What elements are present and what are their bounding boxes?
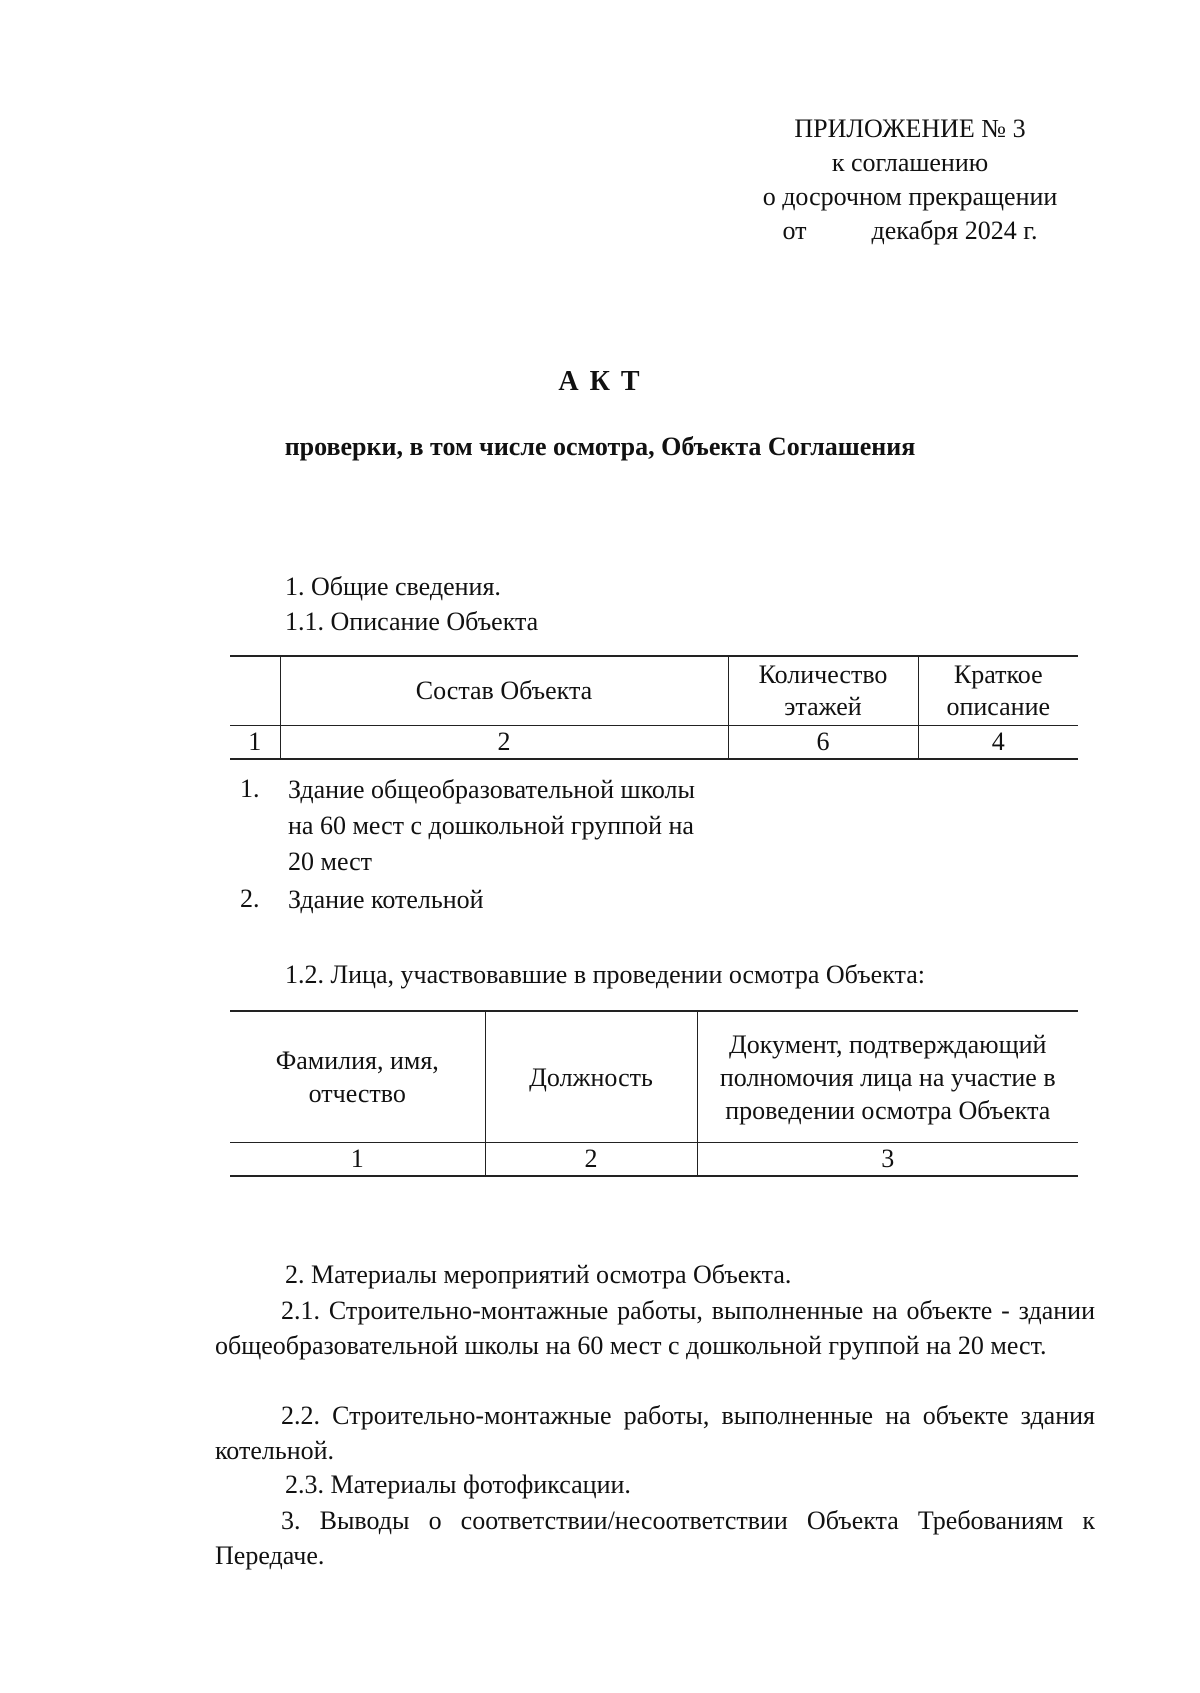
table-number-cell: 1 <box>230 726 280 760</box>
act-title: А К Т <box>558 366 642 397</box>
appendix-date: от декабря 2024 г. <box>782 216 1038 245</box>
table-number-row <box>230 1143 1078 1177</box>
table-header-cell: Должность <box>485 1011 697 1143</box>
list-item-number: 1. <box>240 774 260 803</box>
appendix-number: ПРИЛОЖЕНИЕ № 3 <box>794 114 1026 143</box>
table-header-cell: Количество этажей <box>728 656 918 726</box>
paragraph-2-2-text: 2.2. Строительно-монтажные работы, выполненные на объекте здания котельной. <box>215 1401 1095 1465</box>
table-header-cell: Краткое описание <box>918 656 1078 726</box>
section-1-2-heading: 1.2. Лица, участвовавшие в проведении осмотра Объекта: <box>285 960 925 989</box>
table-header-row <box>230 1011 1078 1143</box>
appendix-termination: о досрочном прекращении <box>762 182 1058 211</box>
table-number-cell: 2 <box>280 726 728 760</box>
list-item <box>240 882 760 918</box>
table-header-cell: Состав Объекта <box>280 656 728 726</box>
list-item-text: Здание общеобразовательной школы на 60 мест с дошкольной группой на 20 мест <box>288 775 695 876</box>
section-2-heading: 2. Материалы мероприятий осмотра Объекта. <box>285 1260 792 1289</box>
paragraph-2-1-text: 2.1. Строительно-монтажные работы, выполненные на объекте - здании общеобразовательной школы на 60 мест с дошкольной группой на 20 мест. <box>215 1296 1095 1360</box>
list-item-text: Здание котельной <box>288 885 484 914</box>
table-number-cell: 3 <box>697 1143 1078 1177</box>
paragraph-2-1 <box>215 1293 1095 1363</box>
table-number-cell: 6 <box>728 726 918 760</box>
table-header-text: Фамилия, имя, отчество <box>275 1046 439 1108</box>
table-header-cell <box>230 656 280 726</box>
paragraph-3 <box>215 1503 1095 1573</box>
section-1-1-heading: 1.1. Описание Объекта <box>285 607 539 636</box>
table-number-cell: 4 <box>918 726 1078 760</box>
list-item <box>240 772 760 882</box>
appendix-header <box>700 112 1120 248</box>
table-number-cell: 2 <box>485 1143 697 1177</box>
table-header-row <box>230 656 1078 726</box>
section-1-heading: 1. Общие сведения. <box>285 572 501 601</box>
paragraph-2-2 <box>215 1398 1095 1468</box>
list-item-number: 2. <box>240 884 260 913</box>
paragraph-2-3: 2.3. Материалы фотофиксации. <box>285 1470 631 1499</box>
paragraph-3-text: 3. Выводы о соответствии/несоответствии Объекта Требованиям к Передаче. <box>215 1506 1095 1570</box>
act-subtitle: проверки, в том числе осмотра, Объекта Соглашения <box>284 432 916 461</box>
table-header-cell <box>230 1011 485 1143</box>
table-header-cell <box>697 1011 1078 1143</box>
participants-table <box>230 1010 1078 1177</box>
object-description-table <box>230 655 1078 760</box>
table-header-text: Документ, подтверждающий полномочия лица на участие в проведении осмотра Объекта <box>719 1029 1056 1125</box>
table-number-cell: 1 <box>230 1143 485 1177</box>
appendix-agreement: к соглашению <box>831 148 989 177</box>
table-number-row <box>230 726 1078 760</box>
